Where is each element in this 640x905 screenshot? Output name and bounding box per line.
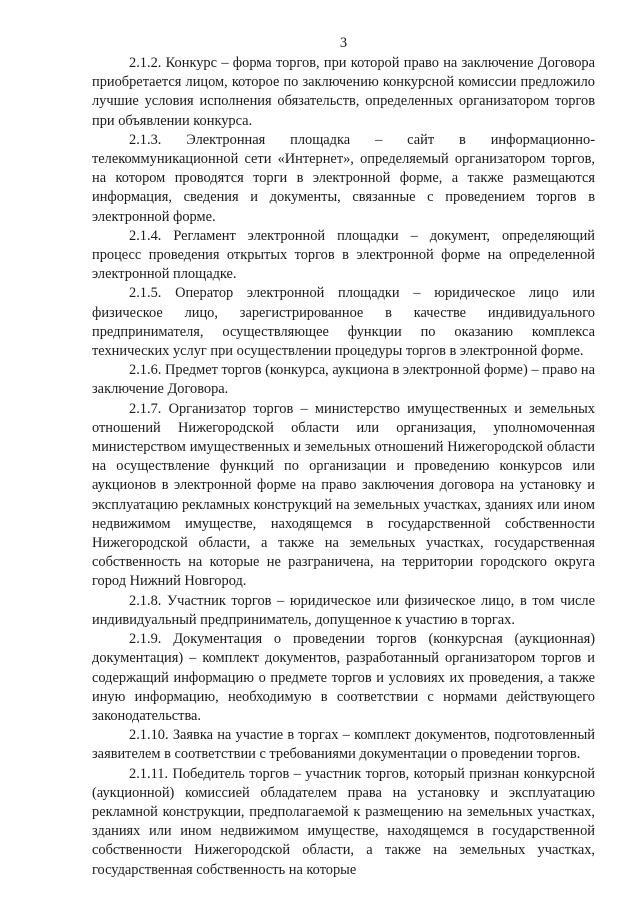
paragraph-2-1-4: 2.1.4. Регламент электронной площадки – документ, определяющий процесс проведения открытых торгов в электронной форме на определенной электронной площадке. — [92, 227, 595, 283]
paragraph-2-1-10: 2.1.10. Заявка на участие в торгах – комплект документов, подготовленный заявителем в соответствии с требованиями документации о проведении торгов. — [92, 727, 595, 763]
document-page — [92, 34, 595, 880]
paragraph-2-1-6: 2.1.6. Предмет торгов (конкурса, аукциона в электронной форме) – право на заключение Договора. — [92, 362, 595, 398]
paragraph-2-1-9: 2.1.9. Документация о проведении торгов (конкурсная (аукционная) документация) – комплект документов, разработанный организатором торгов и содержащий информацию о предмете торгов и условиях их проведения, а также иную информацию, необходимую в соответствии с нормами действующего законодательства. — [92, 631, 595, 724]
page-number: 3 — [339, 35, 348, 51]
paragraph-2-1-2: 2.1.2. Конкурс – форма торгов, при которой право на заключение Договора приобретается лицом, которое по заключению конкурсной комиссии предложило лучшие условия исполнения обязательств, определенных организатором торгов при объявлении конкурса. — [92, 55, 595, 129]
paragraph-2-1-8: 2.1.8. Участник торгов – юридическое или физическое лицо, в том числе индивидуальный предприниматель, допущенное к участию в торгах. — [92, 592, 595, 628]
paragraph-2-1-3: 2.1.3. Электронная площадка – сайт в информационно-телекоммуникационной сети «Интернет», определяемый организатором торгов, на котором проводятся торги в электронной форме, а также размещаются информация, сведения и документы, связанные с проведением торгов в электронной форме. — [92, 131, 595, 225]
paragraph-2-1-5: 2.1.5. Оператор электронной площадки – юридическое лицо или физическое лицо, зарегистрированное в качестве индивидуального предпринимателя, осуществляющее функции по оказанию комплекса технических услуг при осуществлении процедуры торгов в электронной форме. — [92, 285, 595, 360]
paragraph-2-1-7: 2.1.7. Организатор торгов – министерство имущественных и земельных отношений Нижегородской области или организация, уполномоченная министерством имущественных и земельных отношений Нижегородской области на осуществление функций по организации и проведению конкурсов или аукционов в электронной форме на право заключения договора на установку и эксплуатацию рекламных конструкций на земельных участках, зданиях или ином недвижимом имуществе, находящемся в государственной собственности Нижегородской области, а также на земельных участках, государственная собственность на которые не разграничена, на территории городского округа город Нижний Новгород. — [92, 400, 595, 590]
paragraph-2-1-11: 2.1.11. Победитель торгов – участник торгов, который признан конкурсной (аукционной) комиссией обладателем права на установку и эксплуатацию рекламной конструкции, предполагаемой к размещению на земельных участках, зданиях или ином недвижимом имуществе, находящемся в государственной собственности Нижегородской области, а также на земельных участках, государственная собственность на которые — [92, 765, 595, 878]
